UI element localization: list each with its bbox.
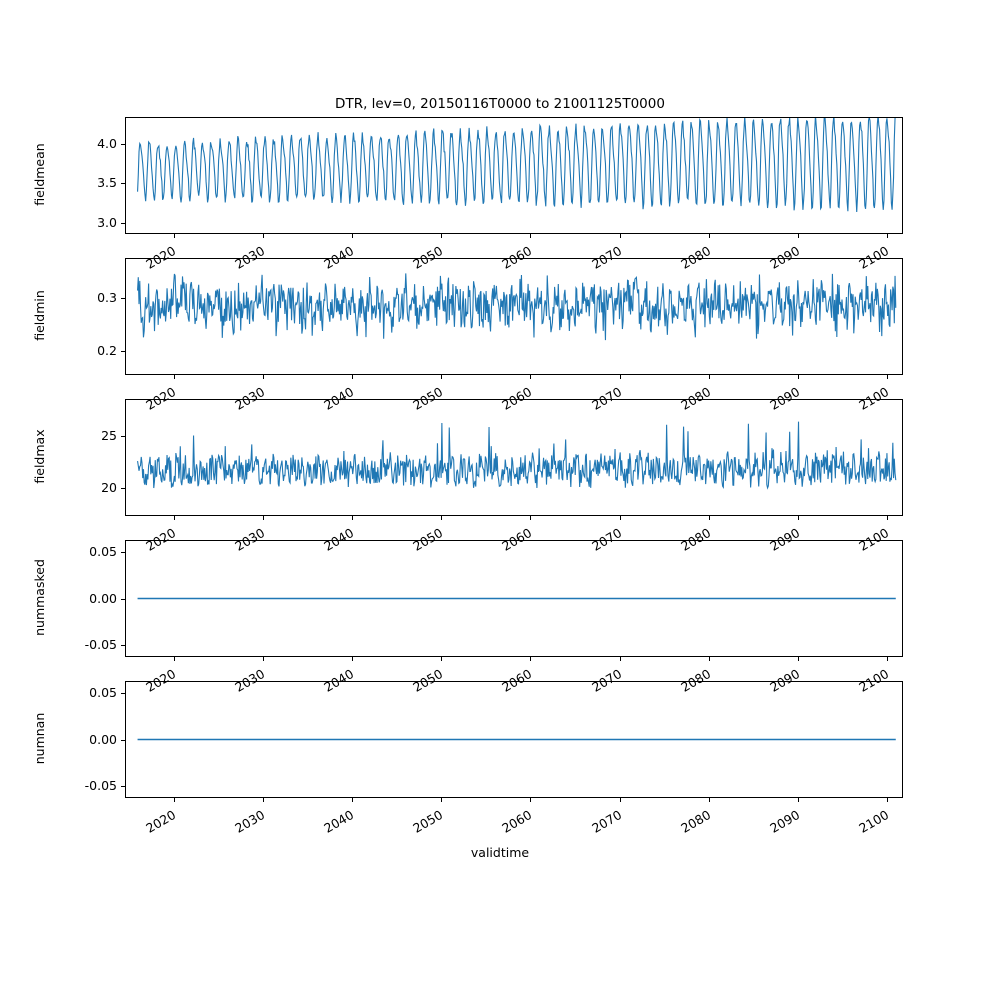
x-tick-label-2050: 2050 <box>410 807 446 836</box>
x-tick-label-2060: 2060 <box>499 807 535 836</box>
x-tickmark <box>530 234 531 238</box>
x-tick-label-2040: 2040 <box>321 666 357 695</box>
x-tick-label-2070: 2070 <box>588 525 624 554</box>
subplot-numnan <box>125 681 903 798</box>
x-tickmark <box>174 657 175 661</box>
y-axis-label-numnan: numnan <box>31 712 47 764</box>
x-tick-label-2050: 2050 <box>410 384 446 413</box>
x-tickmark <box>620 234 621 238</box>
x-tick-label-2060: 2060 <box>499 384 535 413</box>
subplot-fieldmin <box>125 258 903 375</box>
x-tickmark <box>174 375 175 379</box>
x-tick-label-2050: 2050 <box>410 666 446 695</box>
x-tickmark <box>441 798 442 802</box>
y-tickmark <box>121 298 125 299</box>
subplot-fieldmean <box>125 117 903 234</box>
x-tickmark <box>352 516 353 520</box>
x-tickmark <box>530 375 531 379</box>
y-tickmark <box>121 599 125 600</box>
x-tick-label-2070: 2070 <box>588 384 624 413</box>
y-tickmark <box>121 786 125 787</box>
x-tick-label-2020: 2020 <box>143 243 179 272</box>
x-tickmark <box>352 234 353 238</box>
x-tickmark <box>887 657 888 661</box>
x-tick-label-2050: 2050 <box>410 243 446 272</box>
y-tickmark <box>121 693 125 694</box>
x-tickmark <box>709 234 710 238</box>
x-tickmark <box>887 234 888 238</box>
x-tick-label-2040: 2040 <box>321 384 357 413</box>
x-tickmark <box>441 516 442 520</box>
y-axis-label-nummasked: nummasked <box>31 558 47 636</box>
x-axis-label: validtime <box>470 845 530 860</box>
x-tickmark <box>798 516 799 520</box>
x-tickmark <box>352 375 353 379</box>
x-tick-label-2090: 2090 <box>767 807 803 836</box>
x-tick-label-2100: 2100 <box>856 666 892 695</box>
x-tick-label-2100: 2100 <box>856 525 892 554</box>
x-tick-label-2100: 2100 <box>856 384 892 413</box>
y-axis-label-fieldmin: fieldmin <box>31 289 47 341</box>
x-tick-label-2020: 2020 <box>143 384 179 413</box>
y-tickmark <box>121 144 125 145</box>
data-line-fieldmean <box>138 118 896 212</box>
x-tick-label-2030: 2030 <box>232 525 268 554</box>
subplot-fieldmax <box>125 399 903 516</box>
x-tick-label-2020: 2020 <box>143 525 179 554</box>
x-tick-label-2080: 2080 <box>677 525 714 554</box>
x-tickmark <box>441 375 442 379</box>
y-tick-fieldmin-0: 0.2 <box>97 343 117 359</box>
y-axis-label-fieldmean: fieldmean <box>31 142 47 206</box>
x-tickmark <box>263 234 264 238</box>
x-tick-label-2100: 2100 <box>856 243 892 272</box>
y-tickmark <box>121 183 125 184</box>
x-tick-label-2040: 2040 <box>321 807 357 836</box>
x-tickmark <box>887 798 888 802</box>
x-tickmark <box>709 375 710 379</box>
y-tick-fieldmin-1: 0.3 <box>97 289 117 305</box>
x-tickmark <box>709 516 710 520</box>
y-tick-fieldmean-2: 4.0 <box>97 135 117 151</box>
x-tickmark <box>263 798 264 802</box>
y-tickmark <box>121 645 125 646</box>
x-tick-label-2080: 2080 <box>677 666 714 695</box>
x-tick-label-2030: 2030 <box>232 243 268 272</box>
x-tick-label-2060: 2060 <box>499 666 535 695</box>
y-tickmark <box>121 552 125 553</box>
x-tick-label-2030: 2030 <box>232 384 268 413</box>
x-tick-label-2090: 2090 <box>767 525 803 554</box>
x-tick-label-2070: 2070 <box>588 666 624 695</box>
x-tickmark <box>263 657 264 661</box>
x-tickmark <box>352 798 353 802</box>
x-tickmark <box>441 657 442 661</box>
x-tick-label-2060: 2060 <box>499 525 535 554</box>
x-tickmark <box>263 516 264 520</box>
x-tick-label-2030: 2030 <box>232 666 268 695</box>
x-tick-label-2050: 2050 <box>410 525 446 554</box>
y-tickmark <box>121 488 125 489</box>
x-tickmark <box>798 798 799 802</box>
y-tick-fieldmax-0: 20 <box>101 480 117 496</box>
y-tick-fieldmax-1: 25 <box>101 428 117 444</box>
x-tick-label-2040: 2040 <box>321 243 357 272</box>
x-tickmark <box>709 798 710 802</box>
x-tick-label-2020: 2020 <box>143 666 179 695</box>
x-tickmark <box>798 375 799 379</box>
y-tickmark <box>121 223 125 224</box>
x-tickmark <box>798 234 799 238</box>
x-tick-label-2090: 2090 <box>767 384 803 413</box>
y-tickmark <box>121 436 125 437</box>
x-tickmark <box>798 657 799 661</box>
x-tick-label-2070: 2070 <box>588 243 624 272</box>
x-tickmark <box>263 375 264 379</box>
x-tickmark <box>174 516 175 520</box>
y-tick-nummasked-1: 0.00 <box>89 590 117 606</box>
x-tick-label-2090: 2090 <box>767 243 803 272</box>
y-tick-fieldmean-1: 3.5 <box>97 175 117 191</box>
x-tickmark <box>887 375 888 379</box>
x-tickmark <box>620 798 621 802</box>
x-tickmark <box>620 375 621 379</box>
y-tick-nummasked-0: -0.05 <box>84 636 117 652</box>
y-axis-label-fieldmax: fieldmax <box>31 428 47 484</box>
y-tick-nummasked-2: 0.05 <box>89 544 117 560</box>
y-tick-fieldmean-0: 3.0 <box>97 214 117 230</box>
x-tick-label-2060: 2060 <box>499 243 535 272</box>
x-tickmark <box>530 657 531 661</box>
x-tickmark <box>352 657 353 661</box>
x-tick-label-2070: 2070 <box>588 807 624 836</box>
x-tick-label-2040: 2040 <box>321 525 357 554</box>
y-tick-numnan-1: 0.00 <box>89 731 117 747</box>
x-tickmark <box>620 657 621 661</box>
x-tick-label-2020: 2020 <box>143 807 179 836</box>
x-tick-label-2080: 2080 <box>677 807 714 836</box>
y-tickmark <box>121 740 125 741</box>
x-tickmark <box>709 657 710 661</box>
y-tick-numnan-0: -0.05 <box>84 777 117 793</box>
x-tickmark <box>174 798 175 802</box>
y-tickmark <box>121 351 125 352</box>
chart-title: DTR, lev=0, 20150116T0000 to 21001125T0000 <box>335 96 665 112</box>
x-tick-label-2090: 2090 <box>767 666 803 695</box>
subplot-nummasked <box>125 540 903 657</box>
x-tickmark <box>887 516 888 520</box>
x-tickmark <box>441 234 442 238</box>
x-tick-label-2080: 2080 <box>677 384 714 413</box>
x-tick-label-2080: 2080 <box>677 243 714 272</box>
y-tick-numnan-2: 0.05 <box>89 685 117 701</box>
x-tickmark <box>620 516 621 520</box>
x-tickmark <box>530 798 531 802</box>
x-tick-label-2100: 2100 <box>856 807 892 836</box>
x-tickmark <box>530 516 531 520</box>
x-tickmark <box>174 234 175 238</box>
x-tick-label-2030: 2030 <box>232 807 268 836</box>
